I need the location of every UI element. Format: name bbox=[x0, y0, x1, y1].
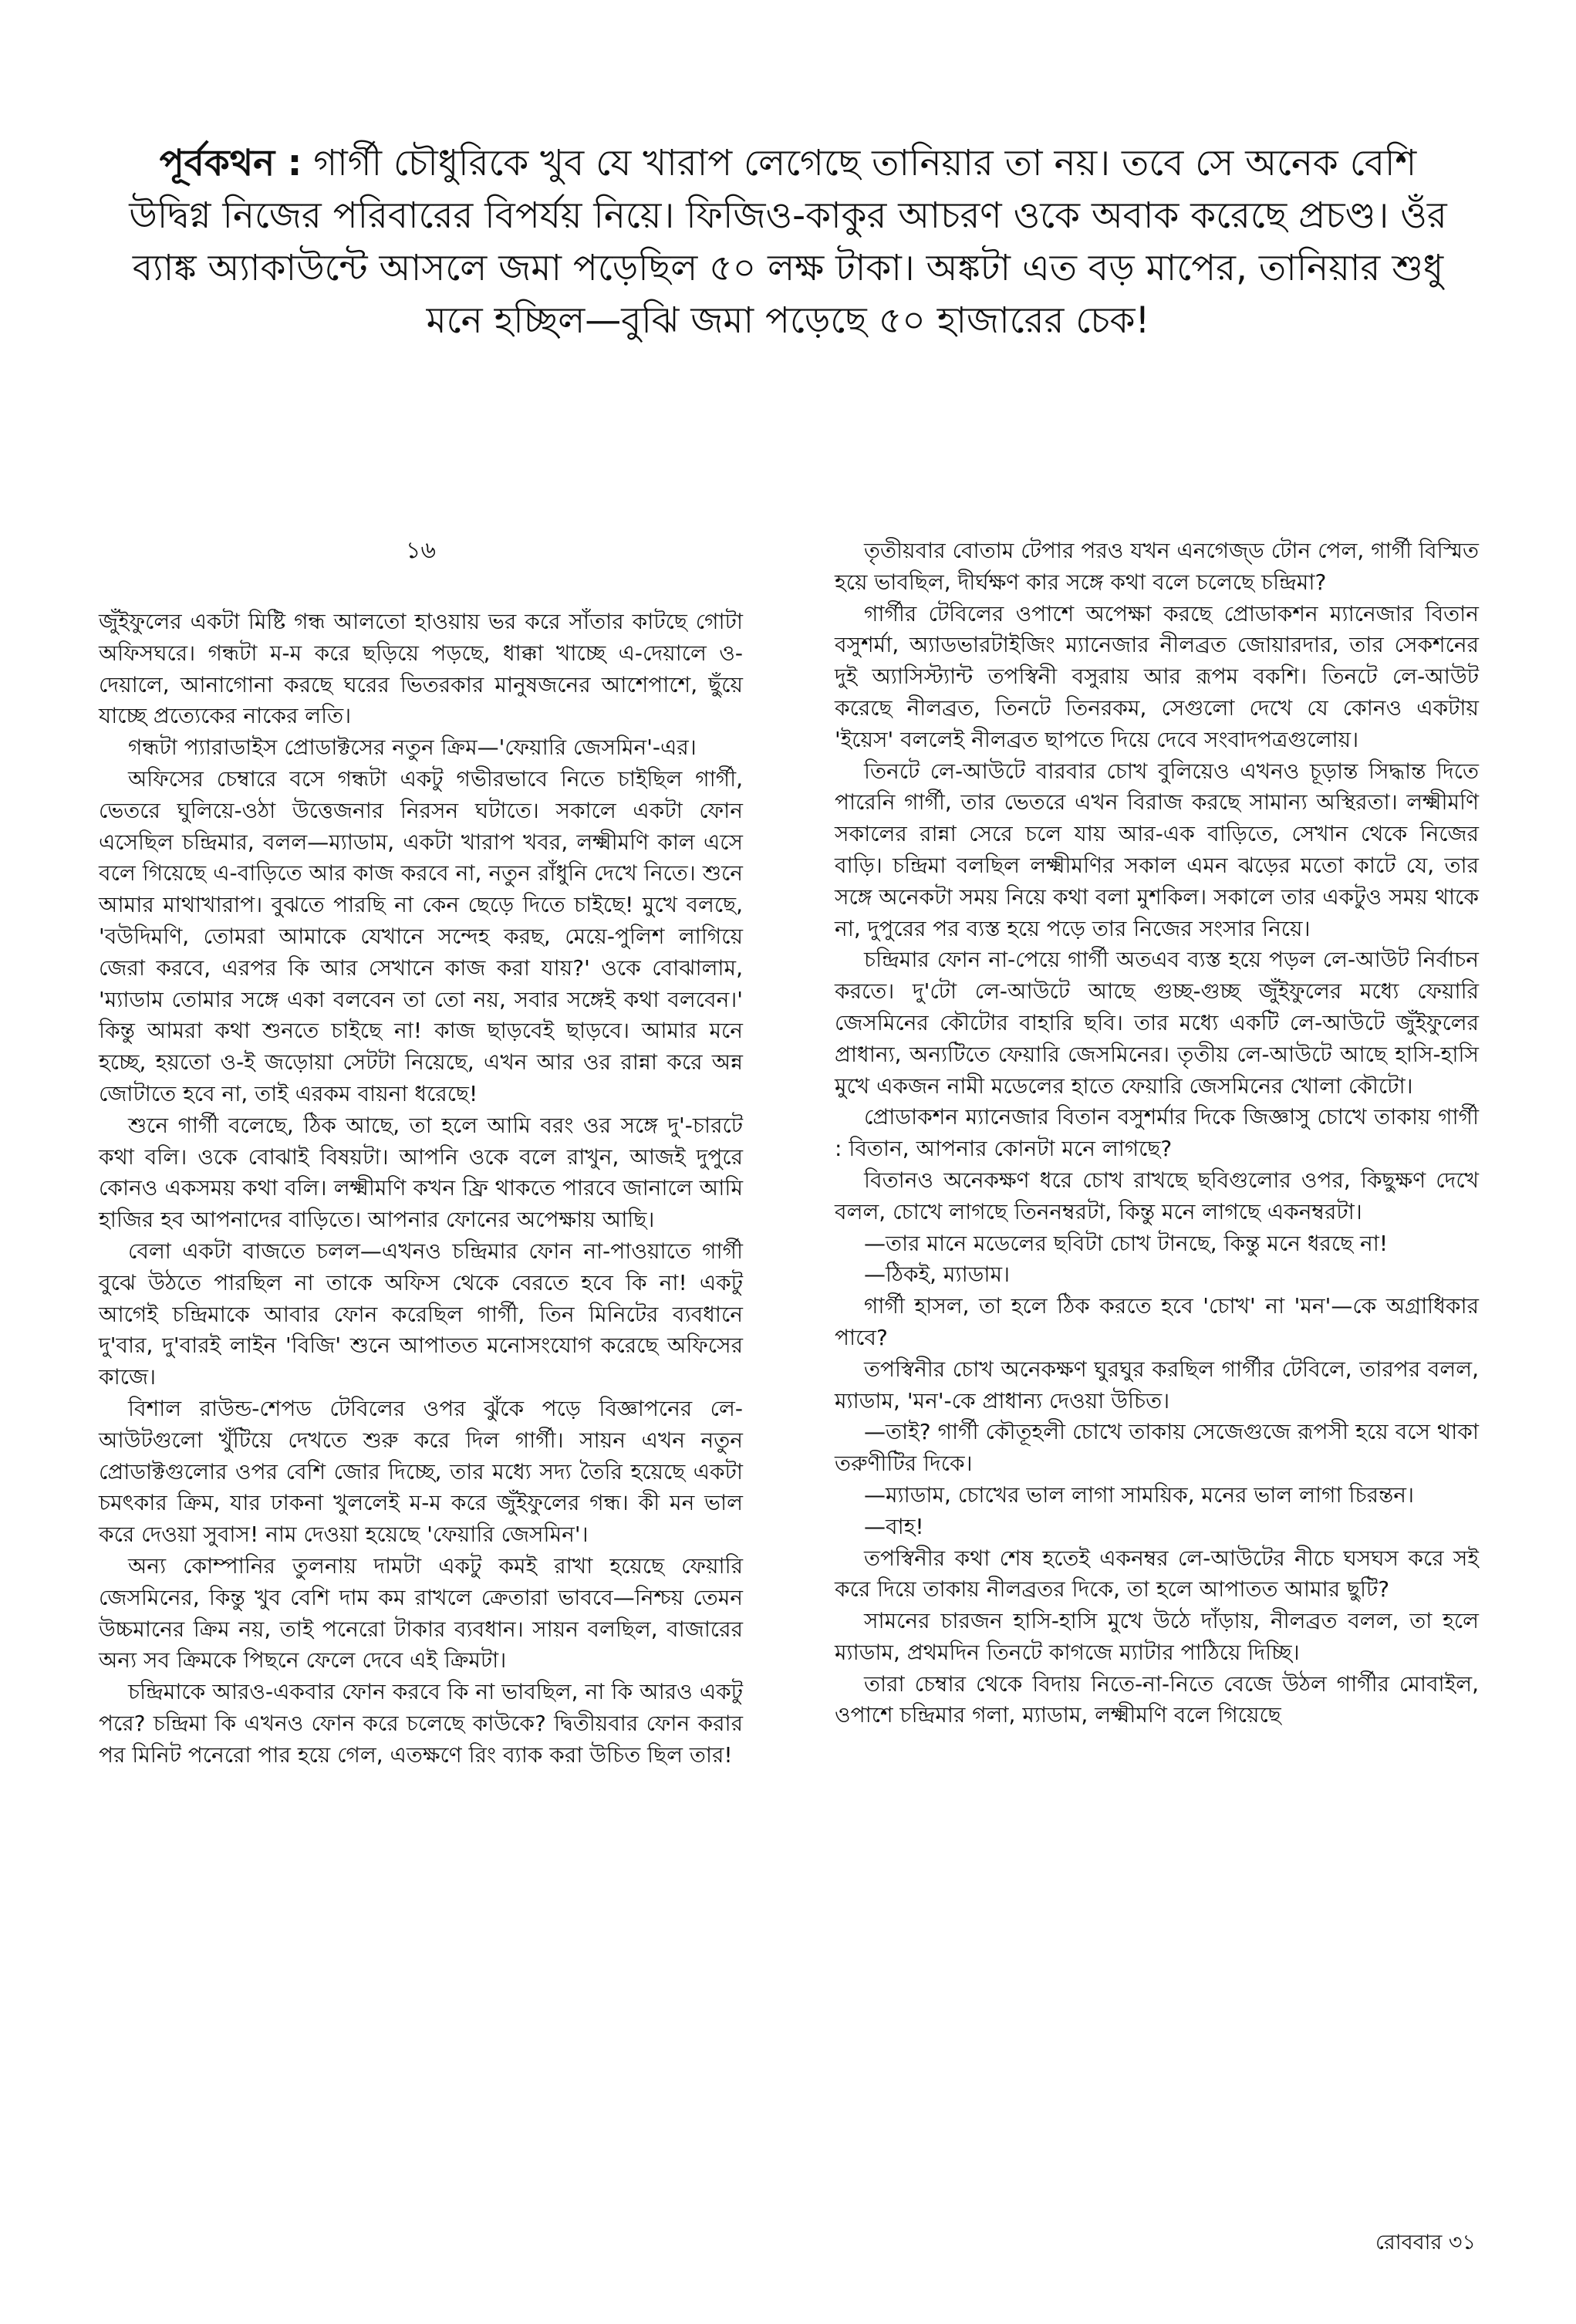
paragraph: —ম্যাডাম, চোখের ভাল লাগা সাময়িক, মনের ভাল লাগা চিরন্তন। bbox=[864, 1481, 1415, 1508]
paragraph: —তাই? গার্গী কৌতূহলী চোখে তাকায় সেজেগুজে রূপসী হয়ে বসে থাকা তরুণীটির দিকে। bbox=[835, 1419, 1479, 1477]
paragraph: চন্দ্রিমাকে আরও-একবার ফোন করবে কি না ভাবছিল, না কি আরও একটু পরে? চন্দ্রিমা কি এখনও ফোন করে চলেছে কাউকে? দ্বিতীয়বার ফোন করার পর মিনিট পনেরো পার হয়ে গেল, এতক্ষণে রিং ব্যাক করা উচিত ছিল তার! bbox=[99, 1679, 743, 1768]
paragraph: বিতানও অনেকক্ষণ ধরে চোখ রাখছে ছবিগুলোর ওপর, কিছুক্ষণ দেখে বলল, চোখে লাগছে তিননম্বরটা, কিন্তু মনে লাগছে একনম্বরটা। bbox=[835, 1167, 1479, 1224]
paragraph: তারা চেম্বার থেকে বিদায় নিতে-না-নিতে বেজে উঠল গার্গীর মোবাইল, ওপাশে চন্দ্রিমার গলা, ম্যাডাম, লক্ষ্মীমণি বলে গিয়েছে bbox=[835, 1670, 1479, 1728]
paragraph: তৃতীয়বার বোতাম টেপার পরও যখন এনগেজ্‌ড টোন পেল, গার্গী বিস্মিত হয়ে ভাবছিল, দীর্ঘক্ষণ কার সঙ্গে কথা বলে চলেছে চন্দ্রিমা? bbox=[835, 538, 1479, 595]
paragraph: —তার মানে মডেলের ছবিটা চোখ টানছে, কিন্তু মনে ধরছে না! bbox=[864, 1230, 1389, 1256]
right-column bbox=[835, 535, 1479, 1731]
paragraph: সামনের চারজন হাসি-হাসি মুখে উঠে দাঁড়ায়, নীলব্রত বলল, তা হলে ম্যাডাম, প্রথমদিন তিনটে কাগজে ম্যাটার পাঠিয়ে দিচ্ছি। bbox=[835, 1608, 1479, 1665]
paragraph: গার্গী হাসল, তা হলে ঠিক করতে হবে 'চোখ' না 'মন'—কে অগ্রাধিকার পাবে? bbox=[835, 1293, 1479, 1350]
paragraph: তিনটে লে-আউটে বারবার চোখ বুলিয়েও এখনও চূড়ান্ত সিদ্ধান্ত দিতে পারেনি গার্গী, তার ভেতরে এখন বিরাজ করছে সামান্য অস্থিরতা। লক্ষ্মীমণি সকালের রান্না সেরে চলে যায় আর-এক বাড়িতে, সেখান থেকে নিজের বাড়ি। চন্দ্রিমা বলছিল লক্ষ্মীমণির সকাল এমন ঝড়ের মতো কাটে যে, তার সঙ্গে অনেকটা সময় নিয়ে কথা বলা মুশকিল। সকালে তার একটুও সময় থাকে না, দুপুরের পর ব্যস্ত হয়ে পড়ে তার নিজের সংসার নিয়ে। bbox=[835, 758, 1479, 941]
intro-summary bbox=[116, 137, 1460, 347]
paragraph: —বাহ! bbox=[864, 1513, 924, 1539]
paragraph: অফিসের চেম্বারে বসে গন্ধটা একটু গভীরভাবে নিতে চাইছিল গার্গী, ভেতরে ঘুলিয়ে-ওঠা উত্তেজনার নিরসন ঘটাতে। সকালে একটা ফোন এসেছিল চন্দ্রিমার, বলল—ম্যাডাম, একটা খারাপ খবর, লক্ষ্মীমণি কাল এসে বলে গিয়েছে এ-বাড়িতে আর কাজ করবে না, নতুন রাঁধুনি দেখে নিতে। শুনে আমার মাথাখারাপ। বুঝতে পারছি না কেন ছেড়ে দিতে চাইছে! মুখে বলছে, 'বউদিমণি, তোমরা আমাকে যেখানে সন্দেহ করছ, মেয়ে-পুলিশ লাগিয়ে জেরা করবে, এরপর কি আর সেখানে কাজ করা যায়?' ওকে বোঝালাম, 'ম্যাডাম তোমার সঙ্গে একা বলবেন তা তো নয়, সবার সঙ্গেই কথা বলবেন।' কিন্তু আমরা কথা শুনতে চাইছে না! কাজ ছাড়বেই ছাড়বে। আমার মনে হচ্ছে, হয়তো ও-ই জড়োয়া সেটটা নিয়েছে, এখন আর ওর রান্না করে অন্ন জোটাতে হবে না, তাই এরকম বায়না ধরেছে! bbox=[99, 765, 743, 1106]
paragraph: বিশাল রাউন্ড-শেপড টেবিলের ওপর ঝুঁকে পড়ে বিজ্ঞাপনের লে-আউটগুলো খুঁটিয়ে দেখতে শুরু করে দিল গার্গী। সায়ন এখন নতুন প্রোডাক্টগুলোর ওপর বেশি জোর দিচ্ছে, তার মধ্যে সদ্য তৈরি হয়েছে একটা চমৎকার ক্রিম, যার ঢাকনা খুললেই ম-ম করে জুঁইফুলের গন্ধ। কী মন ভাল করে দেওয়া সুবাস! নাম দেওয়া হয়েছে 'ফেয়ারি জেসমিন'। bbox=[99, 1395, 743, 1548]
page-footer: রোববার ৩১ bbox=[1375, 2231, 1476, 2255]
paragraph: গন্ধটা প্যারাডাইস প্রোডাক্টসের নতুন ক্রিম—'ফেয়ারি জেসমিন'-এর। bbox=[128, 735, 697, 761]
chapter-number: ১৬ bbox=[406, 537, 436, 564]
paragraph: গার্গীর টেবিলের ওপাশে অপেক্ষা করছে প্রোডাকশন ম্যানেজার বিতান বসুশর্মা, অ্যাডভারটাইজিং ম্যানেজার নীলব্রত জোয়ারদার, তার সেকশনের দুই অ্যাসিস্ট্যান্ট তপস্বিনী বসুরায় আর রূপম বকশি। তিনটে লে-আউট করেছে নীলব্রত, তিনটে তিনরকম, সেগুলো দেখে যে কোনও একটায় 'ইয়েস' বললেই নীলব্রত ছাপতে দিয়ে দেবে সংবাদপত্রগুলোয়। bbox=[835, 600, 1479, 752]
paragraph: জুঁইফুলের একটা মিষ্টি গন্ধ আলতো হাওয়ায় ভর করে সাঁতার কাটছে গোটা অফিসঘরে। গন্ধটা ম-ম করে ছড়িয়ে পড়ছে, ধাক্কা খাচ্ছে এ-দেয়ালে ও-দেয়ালে, আনাগোনা করছে ঘরের ভিতরকার মানুষজনের আশেপাশে, ছুঁয়ে যাচ্ছে প্রত্যেকের নাকের লতি। bbox=[99, 609, 743, 729]
paragraph: চন্দ্রিমার ফোন না-পেয়ে গার্গী অতএব ব্যস্ত হয়ে পড়ল লে-আউট নির্বাচন করতে। দু'টো লে-আউটে আছে গুচ্ছ-গুচ্ছ জুঁইফুলের মধ্যে ফেয়ারি জেসমিনের কৌটোর বাহারি ছবি। তার মধ্যে একটি লে-আউটে জুঁইফুলের প্রাধান্য, অন্যটিতে ফেয়ারি জেসমিনের। তৃতীয় লে-আউটে আছে হাসি-হাসি মুখে একজন নামী মডেলের হাতে ফেয়ারি জেসমিনের খোলা কৌটো। bbox=[835, 947, 1479, 1099]
intro-label: পূর্বকথন : bbox=[159, 142, 302, 184]
intro-text: গার্গী চৌধুরিকে খুব যে খারাপ লেগেছে তানিয়ার তা নয়। তবে সে অনেক বেশি উদ্বিগ্ন নিজের পরিবারের বিপর্যয় নিয়ে। ফিজিও-কাকুর আচরণ ওকে অবাক করেছে প্রচণ্ড। ওঁর ব্যাঙ্ক অ্যাকাউন্টে আসলে জমা পড়েছিল ৫০ লক্ষ টাকা। অঙ্কটা এত বড় মাপের, তানিয়ার শুধু মনে হচ্ছিল—বুঝি জমা পড়েছে ৫০ হাজারের চেক! bbox=[129, 142, 1447, 342]
paragraph: বেলা একটা বাজতে চলল—এখনও চন্দ্রিমার ফোন না-পাওয়াতে গার্গী বুঝে উঠতে পারছিল না তাকে অফিস থেকে বেরতে হবে কি না! একটু আগেই চন্দ্রিমাকে আবার ফোন করেছিল গার্গী, তিন মিনিটের ব্যবধানে দু'বার, দু'বারই লাইন 'বিজি' শুনে আপাতত মনোসংযোগ করেছে অফিসের কাজে। bbox=[99, 1238, 743, 1390]
paragraph: তপস্বিনীর কথা শেষ হতেই একনম্বর লে-আউটের নীচে ঘসঘস করে সই করে দিয়ে তাকায় নীলব্রতর দিকে, তা হলে আপাতত আমার ছুটি? bbox=[835, 1545, 1479, 1603]
paragraph: প্রোডাকশন ম্যানেজার বিতান বসুশর্মার দিকে জিজ্ঞাসু চোখে তাকায় গার্গী : বিতান, আপনার কোনটা মনে লাগছে? bbox=[835, 1104, 1479, 1162]
paragraph: —ঠিকই, ম্যাডাম। bbox=[864, 1262, 1011, 1288]
left-column bbox=[99, 535, 743, 1771]
paragraph: শুনে গার্গী বলেছে, ঠিক আছে, তা হলে আমি বরং ওর সঙ্গে দু'-চারটে কথা বলি। ওকে বোঝাই বিষয়টা। আপনি ওকে বলে রাখুন, আজই দুপুরে কোনও একসময় কথা বলি। লক্ষ্মীমণি কখন ফ্রি থাকতে পারবে জানালে আমি হাজির হব আপনাদের বাড়িতে। আপনার ফোনের অপেক্ষায় আছি। bbox=[99, 1112, 743, 1233]
paragraph: তপস্বিনীর চোখ অনেকক্ষণ ঘুরঘুর করছিল গার্গীর টেবিলে, তারপর বলল, ম্যাডাম, 'মন'-কে প্রাধান্য দেওয়া উচিত। bbox=[835, 1356, 1479, 1414]
paragraph: অন্য কোম্পানির তুলনায় দামটা একটু কমই রাখা হয়েছে ফেয়ারি জেসমিনের, কিন্তু খুব বেশি দাম কম রাখলে ক্রেতারা ভাববে—নিশ্চয় তেমন উচ্চমানের ক্রিম নয়, তাই পনেরো টাকার ব্যবধান। সায়ন বলছিল, বাজারের অন্য সব ক্রিমকে পিছনে ফেলে দেবে এই ক্রিমটা। bbox=[99, 1552, 743, 1674]
